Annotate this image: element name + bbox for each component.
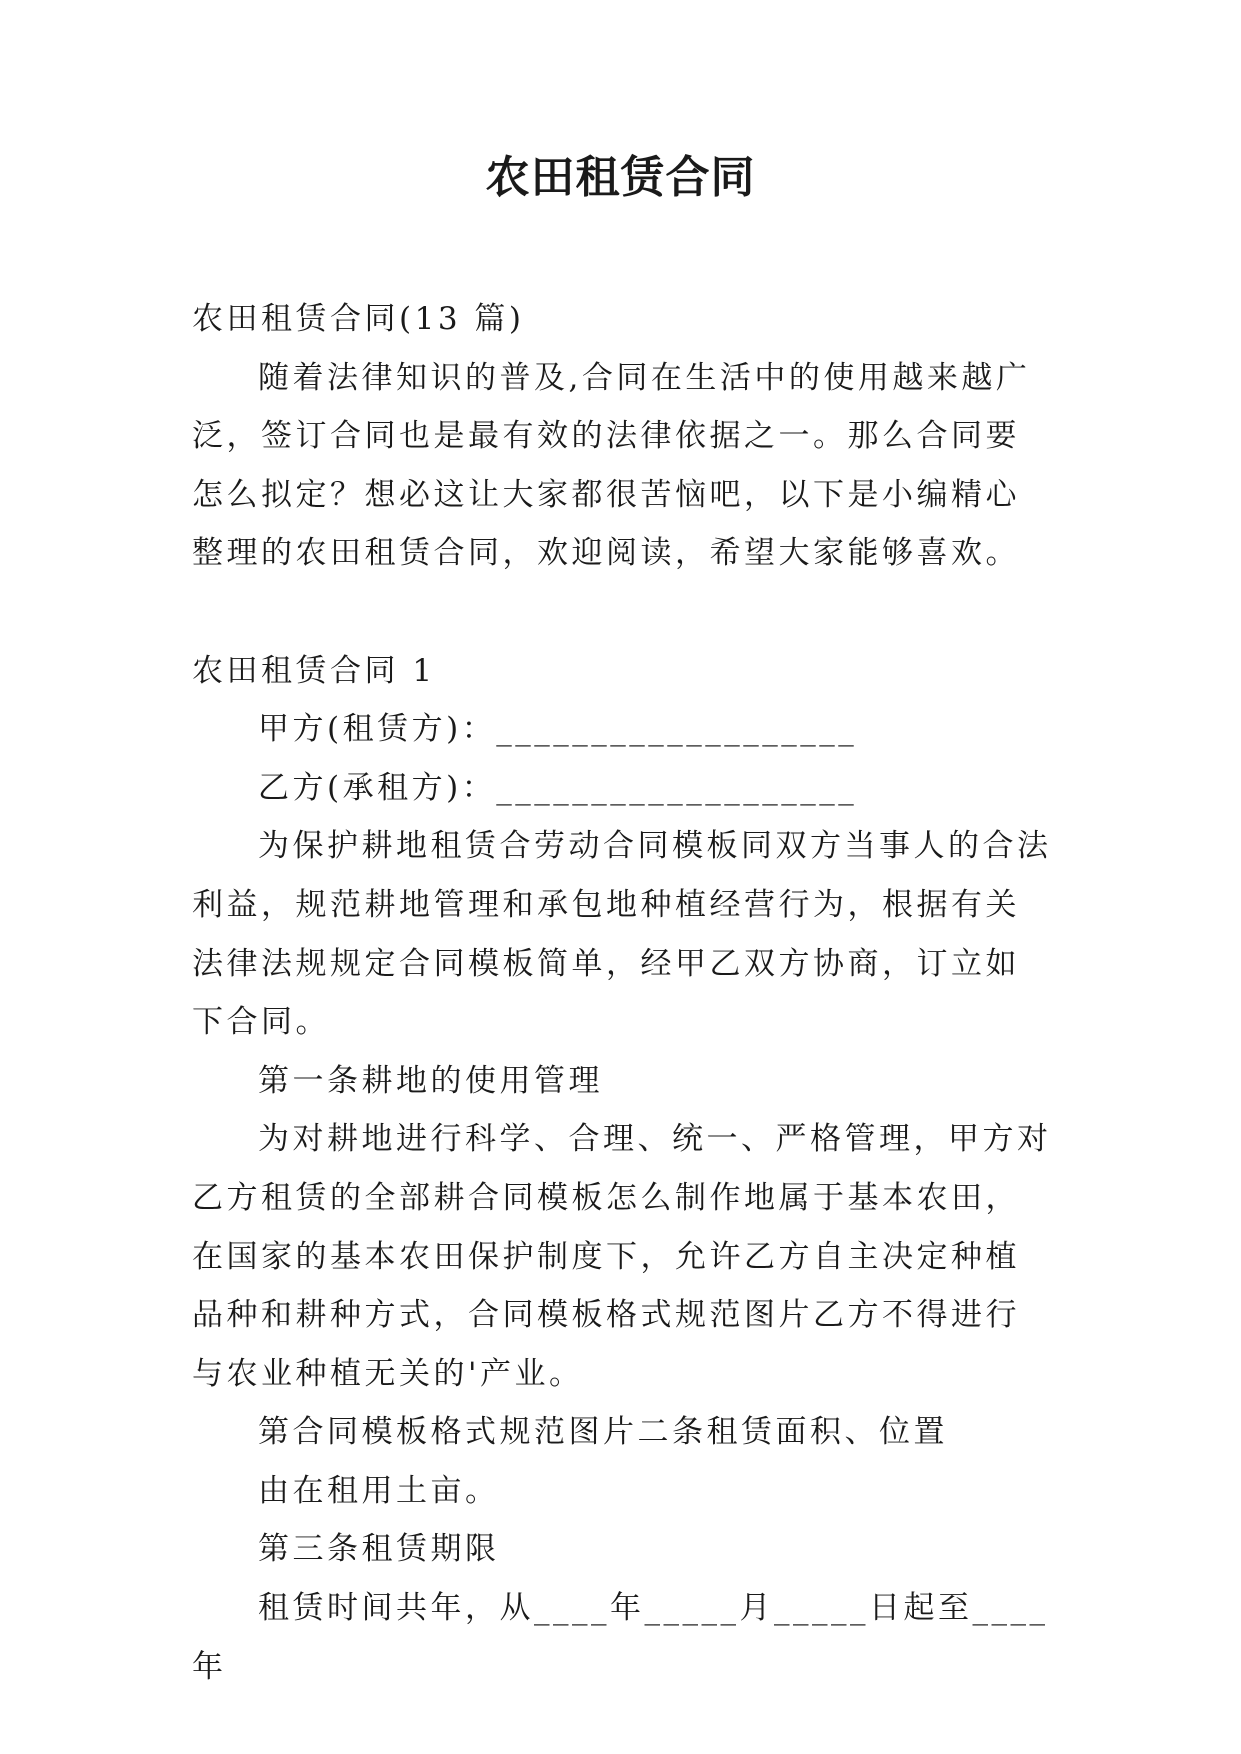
paragraph: 为保护耕地租赁合劳动合同模板同双方当事人的合法利益，规范耕地管理和承包地种植经营行为，根据有关法律法规规定合同模板简单，经甲乙双方协商，订立如下合同。 (192, 828, 1052, 1041)
paragraph: 为对耕地进行科学、合理、统一、严格管理，甲方对乙方租赁的全部耕合同模板怎么制作地属于基本农田，在国家的基本农田保护制度下，允许乙方自主决定种植品种和耕种方式，合同模板格式规范图片乙方不得进行与农业种植无关的'产业。 (192, 1121, 1052, 1392)
paragraph: 租赁时间共年，从____年_____月_____日起至____年 (192, 1590, 1049, 1685)
paragraph: 随着法律知识的普及,合同在生活中的使用越来越广泛，签订合同也是最有效的法律依据之一。那么合同要怎么拟定？想必这让大家都很苦恼吧，以下是小编精心整理的农田租赁合同，欢迎阅读，希望大家能够喜欢。 (192, 359, 1031, 572)
document-body (192, 290, 1052, 1696)
paragraph: 第合同模板格式规范图片二条租赁面积、位置 (258, 1414, 948, 1451)
paragraph: 第三条租赁期限 (258, 1531, 500, 1568)
paragraph: 乙方(承租方)：___________________ (258, 769, 858, 806)
document-title: 农田租赁合同 (485, 152, 756, 203)
paragraph: 甲方(租赁方)：___________________ (258, 711, 858, 748)
paragraph: 农田租赁合同 1 (192, 652, 436, 689)
paragraph: 由在租用土亩。 (258, 1472, 500, 1509)
paragraph: 农田租赁合同(13 篇) (192, 301, 525, 337)
paragraph: 第一条耕地的使用管理 (258, 1062, 603, 1099)
paragraph-spacer (192, 583, 1052, 642)
